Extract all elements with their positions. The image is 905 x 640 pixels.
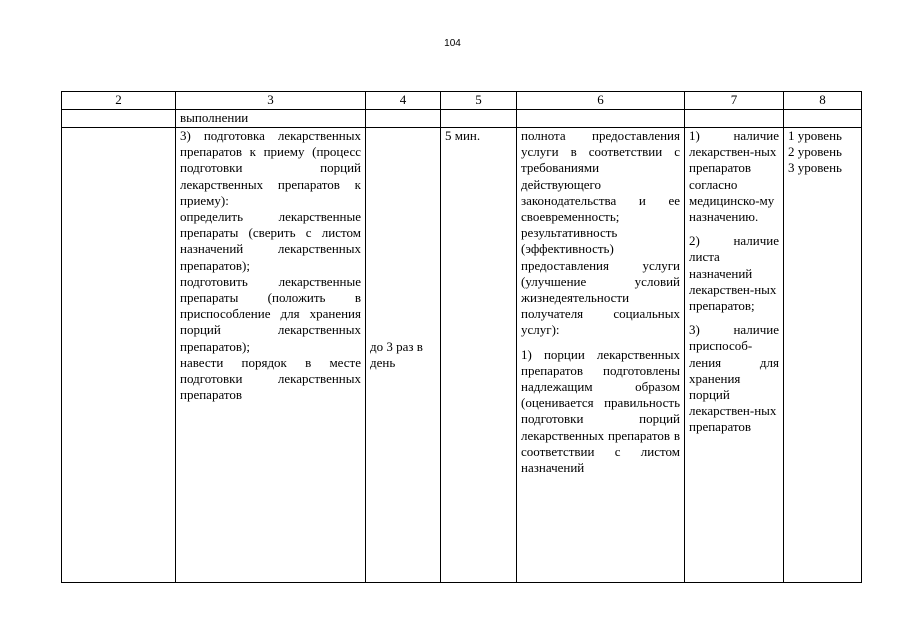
quality-indicators-cell — [517, 128, 685, 583]
header-cell: 2 — [62, 92, 176, 110]
table-cell: выполнении — [176, 110, 366, 128]
table-cell — [517, 110, 685, 128]
header-cell: 5 — [441, 92, 517, 110]
table-cell — [62, 128, 176, 583]
level-label: 3 уровень — [788, 160, 842, 176]
evaluation-criteria-cell — [685, 128, 784, 583]
table-cell — [62, 110, 176, 128]
service-substep: навести порядок в месте подготовки лекарственных препаратов — [180, 354, 361, 403]
level-cell — [784, 128, 862, 583]
service-substep: определить лекарственные препараты (сверить с листом назначений лекарственных препаратов); — [180, 209, 361, 273]
table-cell — [784, 110, 862, 128]
service-substep: подготовить лекарственные препараты (положить в приспособление для хранения порций лекарственных препаратов); — [180, 273, 361, 354]
criterion-text: 1) наличие лекарствен-ных препаратов согласно медицинско-му назначению. — [689, 128, 779, 225]
indicator-text: результативность (эффективность) предоставления услуги (улучшение условий жизнедеятельности получателя социальных услуг): — [521, 225, 680, 338]
header-cell: 7 — [685, 92, 784, 110]
continuation-row — [62, 110, 862, 128]
service-description-cell — [176, 128, 366, 583]
indicator-text: полнота предоставления услуги в соответствии с требованиями действующего законодательства и ее своевременность; — [521, 128, 680, 225]
header-cell: 3 — [176, 92, 366, 110]
service-table — [61, 91, 862, 583]
header-cell: 4 — [366, 92, 441, 110]
table-cell — [366, 110, 441, 128]
criterion-text: 3) наличие приспособ-ления для хранения порций лекарствен-ных препаратов — [689, 322, 779, 435]
table-cell — [685, 110, 784, 128]
duration-cell: 5 мин. — [441, 128, 517, 583]
header-cell: 8 — [784, 92, 862, 110]
level-label: 1 уровень — [788, 128, 842, 143]
header-row — [62, 92, 862, 110]
level-label: 2 уровень — [788, 144, 842, 160]
page-number: 104 — [444, 38, 461, 49]
service-step-title: 3) подготовка лекарственных препаратов к приему (процесс подготовки порций лекарственных препаратов к приему): — [180, 128, 361, 208]
table-row — [62, 128, 862, 583]
frequency-cell: до 3 раз в день — [366, 128, 441, 583]
criterion-text: 2) наличие листа назначений лекарствен-ных препаратов; — [689, 233, 779, 314]
table-cell — [441, 110, 517, 128]
header-cell: 6 — [517, 92, 685, 110]
indicator-text: 1) порции лекарственных препаратов подготовлены надлежащим образом (оценивается правильность подготовки порций лекарственных препаратов в соответствии с листом назначений — [521, 346, 680, 476]
